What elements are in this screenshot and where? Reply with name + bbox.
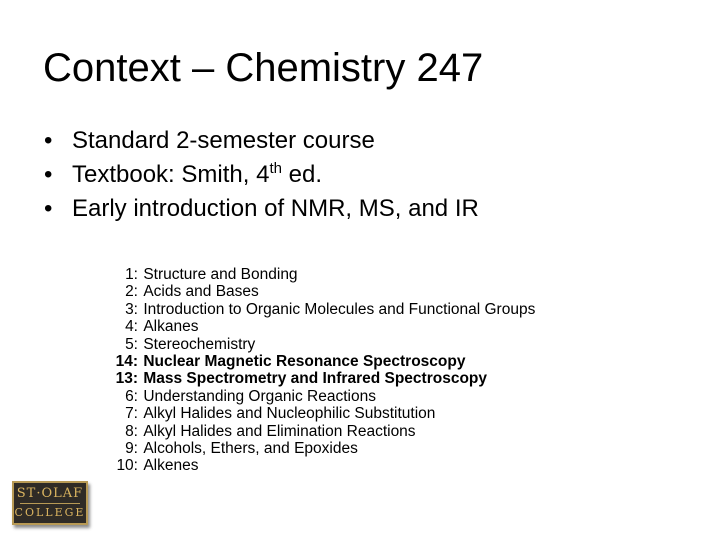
bullet-superscript: th [269, 160, 282, 177]
logo-divider [20, 503, 80, 504]
chapter-title: Acids and Bases [143, 283, 259, 301]
chapter-item [104, 301, 535, 318]
chapter-number: 5: [125, 335, 138, 353]
chapter-title: Nuclear Magnetic Resonance Spectroscopy [143, 353, 466, 371]
slide-title: Context – Chemistry 247 [43, 46, 484, 90]
chapter-number: 14: [115, 353, 138, 371]
chapter-title: Introduction to Organic Molecules and Functional Groups [143, 300, 536, 318]
chapter-number: 2: [125, 283, 138, 301]
bullet-text: Early introduction of NMR, MS, and IR [72, 195, 479, 222]
chapter-title: Structure and Bonding [143, 266, 298, 283]
chapter-item [104, 336, 535, 353]
chapter-number: 3: [125, 300, 138, 318]
chapter-number: 10: [116, 457, 138, 475]
chapter-item [104, 423, 535, 440]
chapter-item [104, 318, 535, 335]
bullet-text: Textbook: Smith, 4 [72, 161, 270, 188]
chapter-number: 7: [125, 405, 138, 423]
chapter-number: 4: [125, 318, 138, 336]
chapter-number: 8: [125, 422, 138, 440]
chapter-number: 6: [125, 387, 138, 405]
bullet-dot-icon: • [44, 127, 53, 154]
chapter-title: Alkanes [143, 318, 199, 336]
chapter-title: Stereochemistry [143, 335, 256, 353]
chapter-title: Alkyl Halides and Elimination Reactions [143, 422, 416, 440]
chapter-item [104, 266, 535, 283]
chapter-title: Alcohols, Ethers, and Epoxides [143, 440, 358, 458]
bullet-item [44, 124, 479, 158]
bullet-item [44, 158, 479, 192]
logo-line-1: ST·OLAF [16, 486, 84, 501]
chapter-number: 13: [115, 370, 138, 388]
chapter-item [104, 283, 535, 300]
bullet-dot-icon: • [44, 195, 53, 222]
chapter-item [104, 457, 535, 474]
chapter-title: Alkyl Halides and Nucleophilic Substitution [143, 405, 436, 423]
chapter-title: Mass Spectrometry and Infrared Spectroscopy [143, 370, 488, 388]
logo-line-2: COLLEGE [14, 506, 86, 519]
bullet-list [44, 124, 479, 226]
chapter-title: Understanding Organic Reactions [143, 387, 376, 405]
chapter-number: 9: [125, 440, 138, 458]
chapter-item [104, 353, 535, 370]
bullet-dot-icon: • [44, 161, 53, 188]
chapter-number: 1: [125, 266, 138, 283]
chapter-item [104, 440, 535, 457]
chapter-item [104, 370, 535, 387]
bullet-text-after: ed. [281, 161, 322, 188]
bullet-text: Standard 2-semester course [72, 127, 375, 154]
bullet-item [44, 192, 479, 226]
chapter-item [104, 405, 535, 422]
chapter-item [104, 388, 535, 405]
chapter-title: Alkenes [143, 457, 199, 475]
chapter-list [104, 266, 535, 475]
st-olaf-college-logo [12, 481, 88, 525]
